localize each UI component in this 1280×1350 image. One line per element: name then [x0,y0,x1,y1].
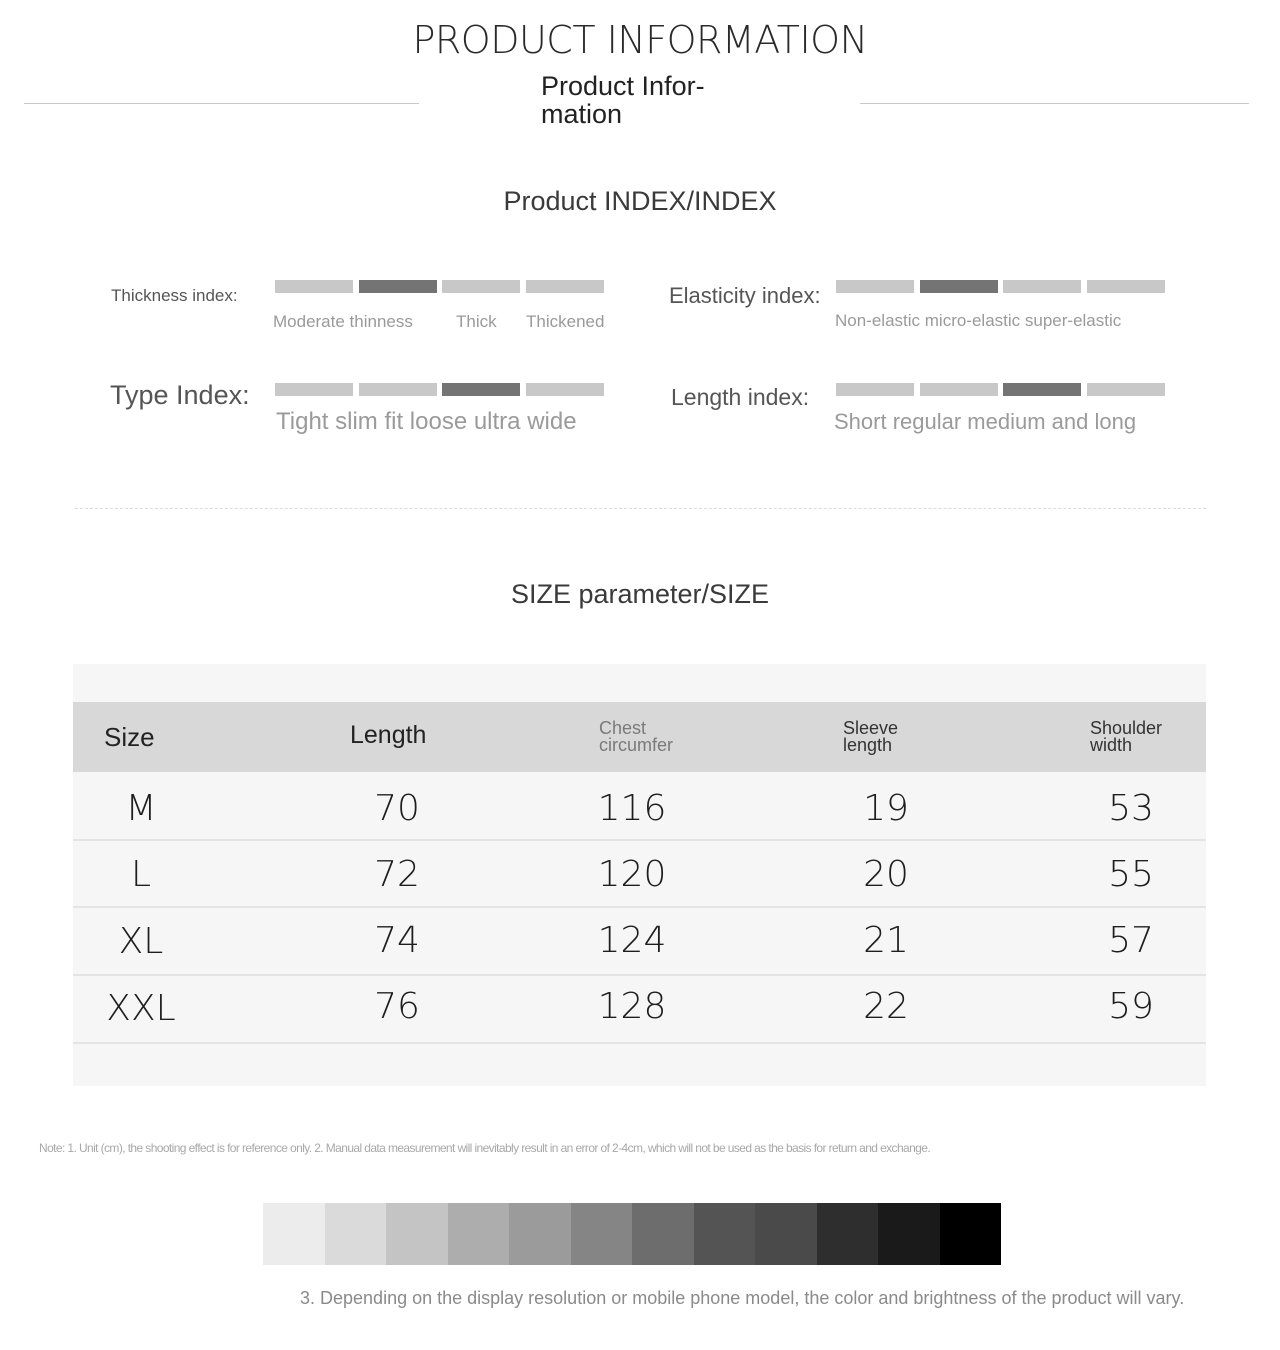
color-swatch [263,1203,325,1265]
cell-length: 70 [374,788,420,829]
header-chest-line1: Chest [599,718,647,738]
length-segment-selected [1003,383,1081,396]
cell-shoulder: 59 [1108,986,1154,1027]
elasticity-index-label: Elasticity index: [669,283,821,308]
color-swatch [755,1203,817,1265]
page-subtitle-line1: Product Infor- [541,71,705,101]
cell-sleeve: 21 [863,920,909,961]
cell-chest: 124 [597,920,667,961]
color-swatch [878,1203,940,1265]
index-section-title: Product INDEX/INDEX [503,186,777,216]
thickness-option-thick: Thick [456,312,497,331]
cell-chest: 128 [597,986,667,1027]
elasticity-index-bar [836,280,1176,296]
elasticity-segment [836,280,914,293]
header-sleeve-line2: length [843,735,893,755]
color-swatch [386,1203,448,1265]
cell-size: L [130,854,152,895]
length-options: Short regular medium and long [834,409,1137,434]
row-divider [73,1042,1206,1044]
type-segment [526,383,604,396]
thickness-index-bar [275,280,615,296]
cell-sleeve: 20 [863,854,909,895]
cell-size: M [125,788,157,829]
cell-shoulder: 55 [1108,854,1154,895]
type-options: Tight slim fit loose ultra wide [276,408,577,435]
thickness-index-label: Thickness index: [111,286,238,305]
cell-size: XXL [106,988,176,1029]
row-divider [73,839,1206,841]
thickness-segment [526,280,604,293]
cell-chest: 120 [597,854,667,895]
length-segment [836,383,914,396]
length-segment [920,383,998,396]
cell-size: XL [118,921,164,962]
color-swatch [940,1203,1002,1265]
type-segment-selected [442,383,520,396]
type-segment [275,383,353,396]
header-divider-left [24,103,419,104]
type-index-label: Type Index: [110,380,250,410]
cell-sleeve: 19 [863,788,909,829]
row-divider [73,974,1206,976]
cell-length: 74 [374,920,420,961]
cell-length: 72 [374,854,420,895]
thickness-segment-selected [359,280,437,293]
header-shoulder [1090,720,1162,754]
length-index-label: Length index: [671,384,810,410]
page-subtitle-line2: mation [541,99,623,129]
color-swatch [325,1203,387,1265]
size-section-title: SIZE parameter/SIZE [510,579,770,609]
header-chest [599,720,673,754]
elasticity-segment [1003,280,1081,293]
thickness-option-thickened: Thickened [526,312,605,331]
header-shoulder-line1: Shoulder [1090,718,1163,738]
color-swatch [571,1203,633,1265]
length-segment [1087,383,1165,396]
display-variance-note: 3. Depending on the display resolution or mobile phone model, the color and brightness of the product will vary. [300,1288,1185,1308]
cell-shoulder: 53 [1108,788,1154,829]
color-swatch [632,1203,694,1265]
color-gradient-bar [263,1203,1001,1265]
header-length: Length [350,721,427,749]
header-size: Size [104,722,155,752]
page-title: PRODUCT INFORMATION [412,18,868,62]
thickness-option-moderate: Moderate thinness [273,312,413,331]
color-swatch [509,1203,571,1265]
measurement-note: Note: 1. Unit (cm), the shooting effect is for reference only. 2. Manual data measurement will inevitably result in an error of 2-4cm, which will not be used as the basis for return and exchange. [39,1141,931,1155]
row-divider [73,906,1206,908]
length-index-bar [836,383,1176,399]
thickness-segment [275,280,353,293]
cell-sleeve: 22 [863,986,909,1027]
header-sleeve-line1: Sleeve [843,718,899,738]
header-shoulder-line2: width [1090,735,1133,755]
color-swatch [817,1203,879,1265]
thickness-segment [442,280,520,293]
color-swatch [448,1203,510,1265]
elasticity-segment-selected [920,280,998,293]
color-swatch [694,1203,756,1265]
cell-length: 76 [374,986,420,1027]
cell-shoulder: 57 [1108,920,1154,961]
header-sleeve [843,720,898,754]
elasticity-segment [1087,280,1165,293]
cell-chest: 116 [597,788,667,829]
type-index-bar [275,383,615,399]
header-divider-right [860,103,1249,104]
section-divider [75,508,1206,509]
elasticity-options: Non-elastic micro-elastic super-elastic [835,311,1122,330]
page-subtitle [541,72,761,128]
header-chest-line2: circumfer [599,735,674,755]
type-segment [359,383,437,396]
